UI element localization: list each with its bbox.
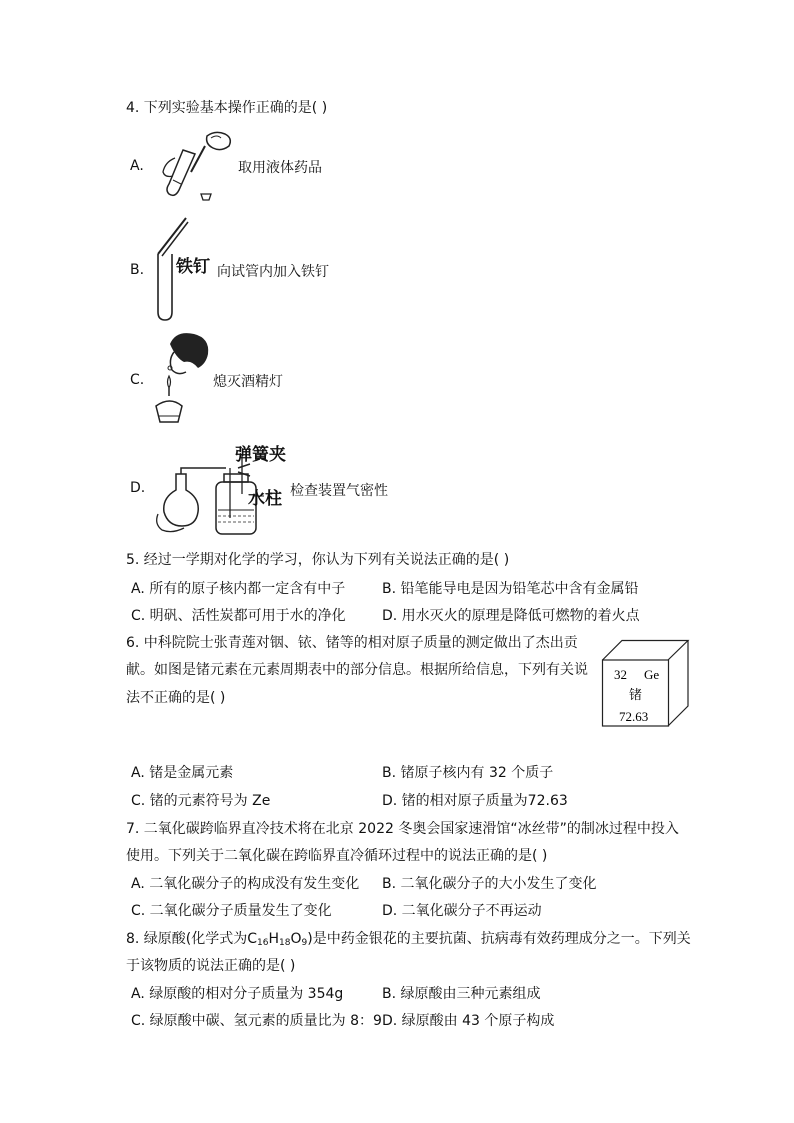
q5-stem: 5. 经过一学期对化学的学习，你认为下列有关说法正确的是( ) bbox=[126, 552, 510, 568]
q6-option-b: B. 锗原子核内有 32 个质子 bbox=[382, 765, 554, 781]
germanium-element-card bbox=[602, 640, 692, 730]
q4-stem: 4. 下列实验基本操作正确的是( ) bbox=[126, 100, 328, 116]
q5-option-c: C. 明矾、活性炭都可用于水的净化 bbox=[131, 608, 346, 624]
q8-stem-line1 bbox=[126, 928, 691, 948]
element-symbol: Ge bbox=[644, 667, 660, 682]
q5-option-d: D. 用水灭火的原理是降低可燃物的着火点 bbox=[382, 608, 640, 624]
q4-option-c-letter: C. bbox=[130, 372, 145, 388]
q4-option-a-letter: A. bbox=[130, 158, 144, 174]
q6-option-d: D. 锗的相对原子质量为72.63 bbox=[382, 793, 568, 809]
q7-option-d: D. 二氧化碳分子不再运动 bbox=[382, 903, 542, 919]
q4-d-clip-label: 弹簧夹 bbox=[235, 445, 286, 465]
q4-b-figure-label: 铁钉 bbox=[176, 257, 210, 277]
q7-option-a: A. 二氧化碳分子的构成没有发生变化 bbox=[131, 876, 360, 892]
blowing-alcohol-lamp-icon bbox=[148, 330, 214, 426]
q6-option-c: C. 锗的元素符号为 Ze bbox=[131, 793, 271, 809]
q8-sub-o: 9 bbox=[301, 938, 308, 948]
q8-stem-post: )是中药金银花的主要抗菌、抗病毒有效药理成分之一。下列关 bbox=[307, 931, 691, 947]
q8-stem-pre: 8. 绿原酸(化学式为C bbox=[126, 931, 258, 947]
element-number: 32 bbox=[614, 667, 627, 682]
dropper-test-tube-icon bbox=[155, 128, 240, 206]
q6-stem-line3: 法不正确的是( ) bbox=[126, 690, 226, 706]
q7-option-b: B. 二氧化碳分子的大小发生了变化 bbox=[382, 876, 597, 892]
element-name: 锗 bbox=[629, 687, 643, 702]
q8-sub-h: 18 bbox=[279, 938, 291, 948]
q8-option-c: C. 绿原酸中碳、氢元素的质量比为 8：9 bbox=[131, 1013, 382, 1029]
q6-option-a: A. 锗是金属元素 bbox=[131, 765, 234, 781]
q5-option-b: B. 铅笔能导电是因为铅笔芯中含有金属铅 bbox=[382, 581, 639, 597]
q8-option-d: D. 绿原酸由 43 个原子构成 bbox=[382, 1013, 555, 1029]
q5-option-a: A. 所有的原子核内都一定含有中子 bbox=[131, 581, 346, 597]
q8-h: H bbox=[268, 931, 280, 947]
q7-stem-line2: 使用。下列关于二氧化碳在跨临界直冷循环过程中的说法正确的是( ) bbox=[126, 848, 548, 864]
q4-option-d-caption: 检查装置气密性 bbox=[290, 483, 388, 499]
element-mass: 72.63 bbox=[619, 709, 649, 724]
q4-option-d-letter: D. bbox=[130, 480, 146, 496]
q4-option-b-letter: B. bbox=[130, 262, 145, 278]
q8-sub-c: 16 bbox=[257, 938, 269, 948]
q6-stem-line2: 献。如图是锗元素在元素周期表中的部分信息。根据所给信息，下列有关说 bbox=[126, 662, 588, 678]
q8-o: O bbox=[290, 931, 302, 947]
q4-option-a-caption: 取用液体药品 bbox=[238, 160, 322, 176]
q4-option-b-caption: 向试管内加入铁钉 bbox=[217, 264, 329, 280]
q7-option-c: C. 二氧化碳分子质量发生了变化 bbox=[131, 903, 332, 919]
q8-option-b: B. 绿原酸由三种元素组成 bbox=[382, 986, 541, 1002]
q8-option-a: A. 绿原酸的相对分子质量为 354g bbox=[131, 986, 344, 1002]
q6-stem-line1: 6. 中科院院士张青莲对铟、铱、锗等的相对原子质量的测定做出了杰出贡 bbox=[126, 635, 578, 651]
q4-option-c-caption: 熄灭酒精灯 bbox=[213, 374, 283, 390]
q4-d-water-label: 水柱 bbox=[248, 489, 282, 509]
q8-stem-line2: 于该物质的说法正确的是( ) bbox=[126, 958, 296, 974]
q7-stem-line1: 7. 二氧化碳跨临界直冷技术将在北京 2022 冬奥会国家速滑馆“冰丝带”的制冰过程中投入 bbox=[126, 821, 679, 837]
